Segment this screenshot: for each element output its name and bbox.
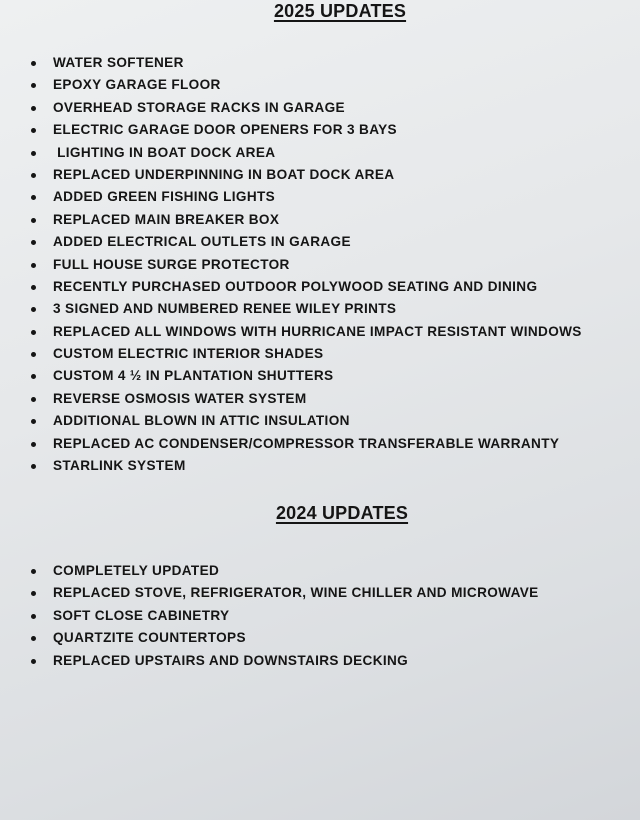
list-item [31,365,582,387]
list-item [31,209,582,231]
list-item-text: REPLACED UNDERPINNING IN BOAT DOCK AREA [53,166,395,182]
list-item-text: ELECTRIC GARAGE DOOR OPENERS FOR 3 BAYS [53,122,397,138]
section-heading-2025: 2025 UPDATES [273,1,407,21]
bullet-icon [31,106,36,111]
bullet-icon [31,591,36,596]
list-item [31,164,582,186]
list-item [31,650,539,672]
bullet-icon [31,374,36,379]
list-item-text: LIGHTING IN BOAT DOCK AREA [53,144,276,160]
bullet-icon [31,218,36,223]
list-item [31,560,539,582]
list-item-text: WATER SOFTENER [53,55,184,70]
list-item [31,343,582,365]
bullet-icon [31,614,36,619]
list-item [31,410,582,432]
list-item-text: REPLACED ALL WINDOWS WITH HURRICANE IMPACT RESISTANT WINDOWS [53,323,582,339]
list-item [31,231,582,253]
list-item-text: COMPLETELY UPDATED [53,563,220,578]
list-item-text: REPLACED MAIN BREAKER BOX [53,211,280,227]
list-item [31,433,582,455]
updates-list-2024 [31,560,539,672]
list-item [31,142,582,164]
list-item [31,119,582,141]
list-item-text: REVERSE OSMOSIS WATER SYSTEM [53,390,307,406]
bullet-icon [31,285,36,290]
list-item [31,254,582,276]
bullet-icon [31,659,36,664]
list-item-text: QUARTZITE COUNTERTOPS [53,630,246,646]
bullet-icon [31,128,36,133]
list-item [31,52,582,74]
bullet-icon [31,263,36,268]
bullet-icon [31,464,36,469]
updates-list-2025 [31,52,582,477]
list-item [31,321,582,343]
bullet-icon [31,419,36,424]
list-item [31,582,539,604]
bullet-icon [31,330,36,335]
list-item-text: REPLACED AC CONDENSER/COMPRESSOR TRANSFERABLE WARRANTY [53,435,560,451]
list-item-text: SOFT CLOSE CABINETRY [53,607,230,623]
bullet-icon [31,352,36,357]
list-item [31,455,582,477]
bullet-icon [31,240,36,245]
bullet-icon [31,173,36,178]
bullet-icon [31,195,36,200]
list-item-text: 3 SIGNED AND NUMBERED RENEE WILEY PRINTS [53,301,397,317]
bullet-icon [31,442,36,447]
bullet-icon [31,397,36,402]
list-item-text: CUSTOM ELECTRIC INTERIOR SHADES [53,346,324,362]
bullet-icon [31,307,36,312]
list-item [31,388,582,410]
list-item-text: EPOXY GARAGE FLOOR [53,77,221,93]
bullet-icon [31,636,36,641]
list-item-text: OVERHEAD STORAGE RACKS IN GARAGE [53,99,345,115]
bullet-icon [31,83,36,88]
list-item-text: RECENTLY PURCHASED OUTDOOR POLYWOOD SEATING AND DINING [53,278,538,294]
bullet-icon [31,61,36,66]
list-item [31,276,582,298]
list-item [31,605,539,627]
bullet-icon [31,569,36,574]
list-item [31,97,582,119]
list-item-text: CUSTOM 4 ½ IN PLANTATION SHUTTERS [53,368,334,384]
list-item [31,186,582,208]
list-item-text: ADDITIONAL BLOWN IN ATTIC INSULATION [53,413,350,429]
list-item-text: REPLACED STOVE, REFRIGERATOR, WINE CHILLER AND MICROWAVE [53,585,539,601]
bullet-icon [31,151,36,156]
list-item [31,627,539,649]
list-item [31,298,582,320]
list-item-text: STARLINK SYSTEM [53,458,186,474]
list-item-text: FULL HOUSE SURGE PROTECTOR [53,256,290,272]
list-item [31,74,582,96]
list-item-text: ADDED GREEN FISHING LIGHTS [53,189,276,205]
section-heading-2024: 2024 UPDATES [275,503,409,523]
list-item-text: REPLACED UPSTAIRS AND DOWNSTAIRS DECKING [53,652,409,668]
list-item-text: ADDED ELECTRICAL OUTLETS IN GARAGE [53,234,351,250]
